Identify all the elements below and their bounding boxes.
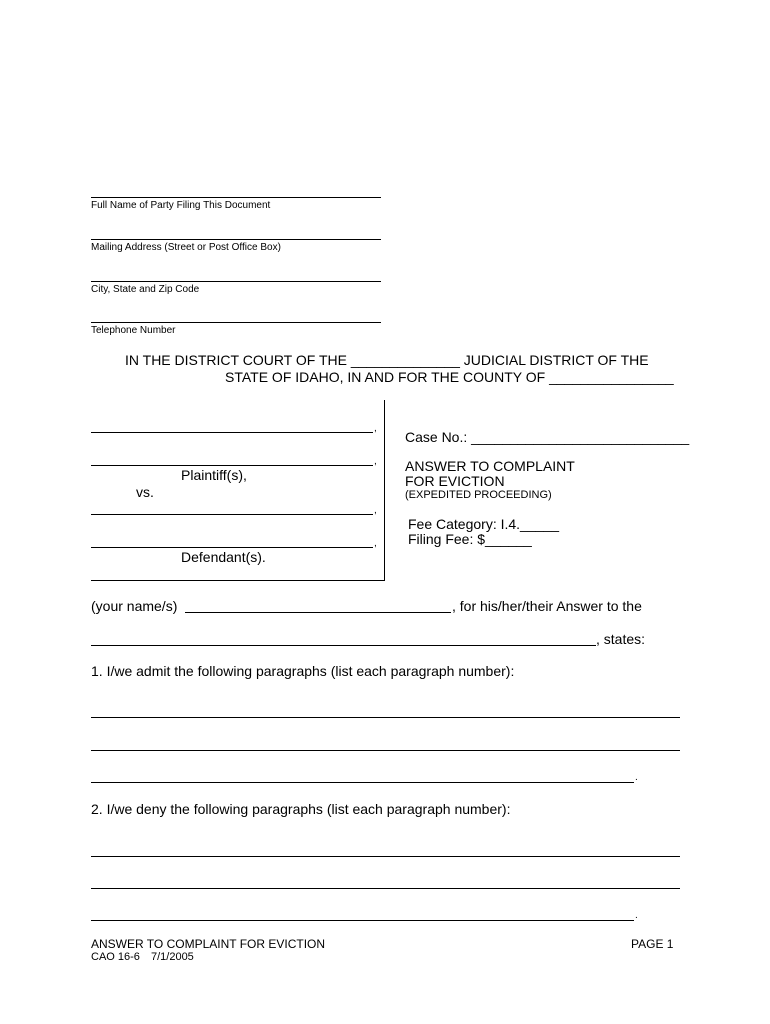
case-number-blank[interactable]: ____________________________ xyxy=(471,429,690,445)
court-heading-line1 xyxy=(125,352,649,368)
court-heading-line2 xyxy=(225,369,674,385)
county-blank[interactable]: ________________ xyxy=(549,369,674,385)
deny-heading: 2. I/we deny the following paragraphs (list each paragraph number): xyxy=(91,801,511,817)
admit-line-2[interactable] xyxy=(91,750,680,751)
footer-form-code-row xyxy=(91,951,194,963)
admit-line-1[interactable] xyxy=(91,717,680,718)
admit-line-3[interactable] xyxy=(91,782,634,783)
plaintiff-in-answer-line[interactable] xyxy=(91,645,596,646)
deny-end-period: . xyxy=(635,910,638,921)
case-number-label: Case No.: xyxy=(405,429,468,445)
telephone-line[interactable] xyxy=(91,322,381,323)
court-heading-part2: JUDICIAL DISTRICT OF THE xyxy=(463,352,649,368)
footer-form-title: ANSWER TO COMPLAINT FOR EVICTION xyxy=(91,937,326,951)
mailing-address-line[interactable] xyxy=(91,239,381,240)
defendant-name-line-2[interactable] xyxy=(91,547,373,548)
mailing-address-label: Mailing Address (Street or Post Office Box) xyxy=(91,242,281,253)
plaintiff-comma-1: , xyxy=(374,423,377,434)
caption-bottom-border xyxy=(91,580,385,581)
footer-form-date: 7/1/2005 xyxy=(150,951,194,963)
vs-label: vs. xyxy=(136,484,154,500)
court-heading-part1: IN THE DISTRICT COURT OF THE xyxy=(125,352,347,368)
footer-page-label: PAGE 1 xyxy=(631,937,674,951)
plaintiffs-label: Plaintiff(s), xyxy=(181,467,247,483)
telephone-label: Telephone Number xyxy=(91,325,176,336)
fee-category[interactable]: Fee Category: I.4._____ xyxy=(408,516,559,532)
court-heading-state: STATE OF IDAHO, IN AND FOR THE COUNTY OF xyxy=(225,369,546,385)
defendants-label: Defendant(s). xyxy=(181,549,266,565)
case-number-row xyxy=(405,429,689,445)
admit-end-period: . xyxy=(635,772,638,783)
filing-fee[interactable]: Filing Fee: $______ xyxy=(408,531,532,547)
states-text: , states: xyxy=(596,631,646,647)
city-state-zip-line[interactable] xyxy=(91,281,381,282)
your-names-label: (your name/s) xyxy=(91,598,178,614)
city-state-zip-label: City, State and Zip Code xyxy=(91,284,200,295)
deny-line-1[interactable] xyxy=(91,856,680,857)
answer-to-text: , for his/her/their Answer to the xyxy=(452,598,642,614)
document-title-line2: FOR EVICTION xyxy=(405,473,505,489)
party-name-label: Full Name of Party Filing This Document xyxy=(91,200,271,211)
deny-line-3[interactable] xyxy=(91,920,634,921)
footer-form-code: CAO 16-6 xyxy=(91,951,140,963)
defendant-comma-1: , xyxy=(374,505,377,516)
your-names-line[interactable] xyxy=(185,612,451,613)
deny-line-2[interactable] xyxy=(91,888,680,889)
plaintiff-comma-2: , xyxy=(374,456,377,467)
document-title-line1: ANSWER TO COMPLAINT xyxy=(405,458,575,474)
caption-vertical-border xyxy=(384,400,385,581)
judicial-district-blank[interactable]: ______________ xyxy=(350,352,460,368)
defendant-name-line-1[interactable] xyxy=(91,514,373,515)
defendant-comma-2: , xyxy=(374,538,377,549)
party-name-line[interactable] xyxy=(91,197,381,198)
plaintiff-name-line-1[interactable] xyxy=(91,432,373,433)
admit-heading: 1. I/we admit the following paragraphs (list each paragraph number): xyxy=(91,663,515,679)
document-subtitle: (EXPEDITED PROCEEDING) xyxy=(405,489,552,501)
plaintiff-name-line-2[interactable] xyxy=(91,465,373,466)
